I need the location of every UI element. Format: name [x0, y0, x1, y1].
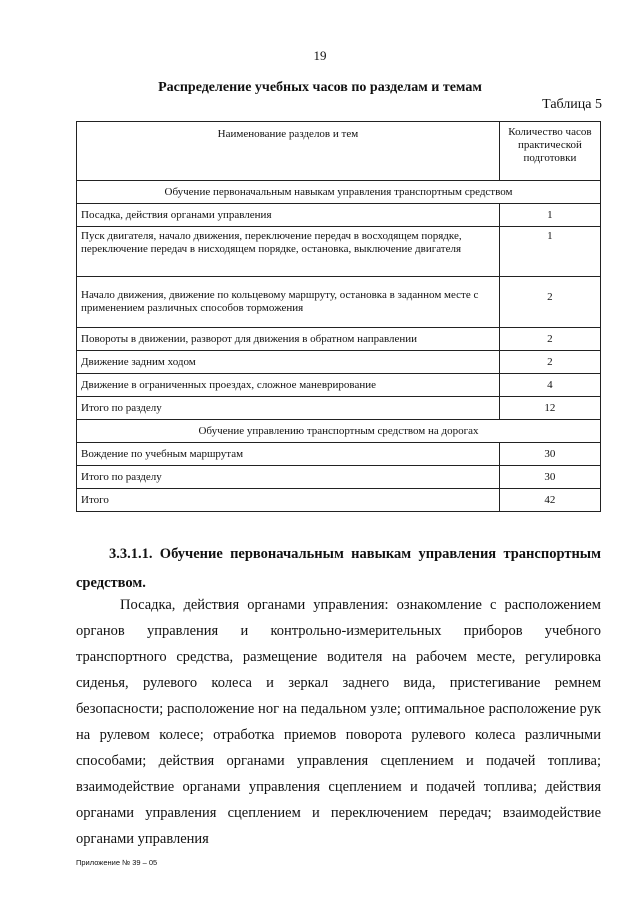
- topic-hours: 1: [499, 227, 600, 277]
- topic-hours: 30: [499, 443, 600, 466]
- table-row: [77, 204, 601, 227]
- topic-name: Начало движения, движение по кольцевому маршруту, остановка в заданном месте с применением различных способов торможения: [77, 277, 500, 328]
- table-row: [77, 227, 601, 277]
- topic-hours: 2: [499, 328, 600, 351]
- page-number: 19: [313, 48, 327, 63]
- topic-hours: 2: [499, 277, 600, 328]
- total-hours: 42: [499, 489, 600, 512]
- topic-hours: 1: [499, 204, 600, 227]
- table-row: [77, 443, 601, 466]
- subtotal-row: [77, 466, 601, 489]
- column-header-name: Наименование разделов и тем: [77, 122, 500, 181]
- topic-hours: 2: [499, 351, 600, 374]
- total-label: Итого: [77, 489, 500, 512]
- topic-name: Посадка, действия органами управления: [77, 204, 500, 227]
- subtotal-hours: 30: [499, 466, 600, 489]
- section-row: [77, 420, 601, 443]
- subtotal-label: Итого по разделу: [77, 466, 500, 489]
- table-header-row: [77, 122, 601, 181]
- table-row: [77, 277, 601, 328]
- topic-name: Движение задним ходом: [77, 351, 500, 374]
- table-row: [77, 351, 601, 374]
- subtotal-hours: 12: [499, 397, 600, 420]
- subtotal-row: [77, 397, 601, 420]
- column-header-hours: Количество часов практической подготовки: [499, 122, 600, 181]
- topic-name: Вождение по учебным маршрутам: [77, 443, 500, 466]
- topic-name: Повороты в движении, разворот для движения в обратном направлении: [77, 328, 500, 351]
- section-title: Обучение первоначальным навыкам управления транспортным средством: [77, 181, 601, 204]
- hours-table: [76, 121, 601, 512]
- total-row: [77, 489, 601, 512]
- subtotal-label: Итого по разделу: [77, 397, 500, 420]
- table-caption: Таблица 5: [542, 97, 602, 112]
- table-row: [77, 328, 601, 351]
- topic-name: Пуск двигателя, начало движения, переключение передач в восходящем порядке, переключение передач в нисходящем порядке, остановка, выключение двигателя: [77, 227, 500, 277]
- footer-note: Приложение № 39 – 05: [76, 858, 158, 867]
- page-title: Распределение учебных часов по разделам и темам: [158, 80, 482, 95]
- body-paragraph: Посадка, действия органами управления: ознакомление с расположением органов управления и контрольно-измерительных приборов учебного транспортного средства, размещение водителя на рабочем месте, регулировка сиденья, рулевого колеса и зеркал заднего вида, пристегивание ремнем безопасности; расположение ног на педальном узле; оптимальное расположение рук на рулевом колесе; отработка приемов поворота рулевого колеса различными способами; действия органами управления сцеплением и подачей топлива; взаимодействие органами управления сцеплением и подачей топлива; действия органами управления сцеплением и переключением передач; взаимодействие органами управления: [76, 597, 601, 847]
- section-heading: 3.3.1.1. Обучение первоначальным навыкам управления транспортным средством.: [76, 546, 601, 591]
- section-title: Обучение управлению транспортным средством на дорогах: [77, 420, 601, 443]
- topic-hours: 4: [499, 374, 600, 397]
- section-row: [77, 181, 601, 204]
- topic-name: Движение в ограниченных проездах, сложное маневрирование: [77, 374, 500, 397]
- table-row: [77, 374, 601, 397]
